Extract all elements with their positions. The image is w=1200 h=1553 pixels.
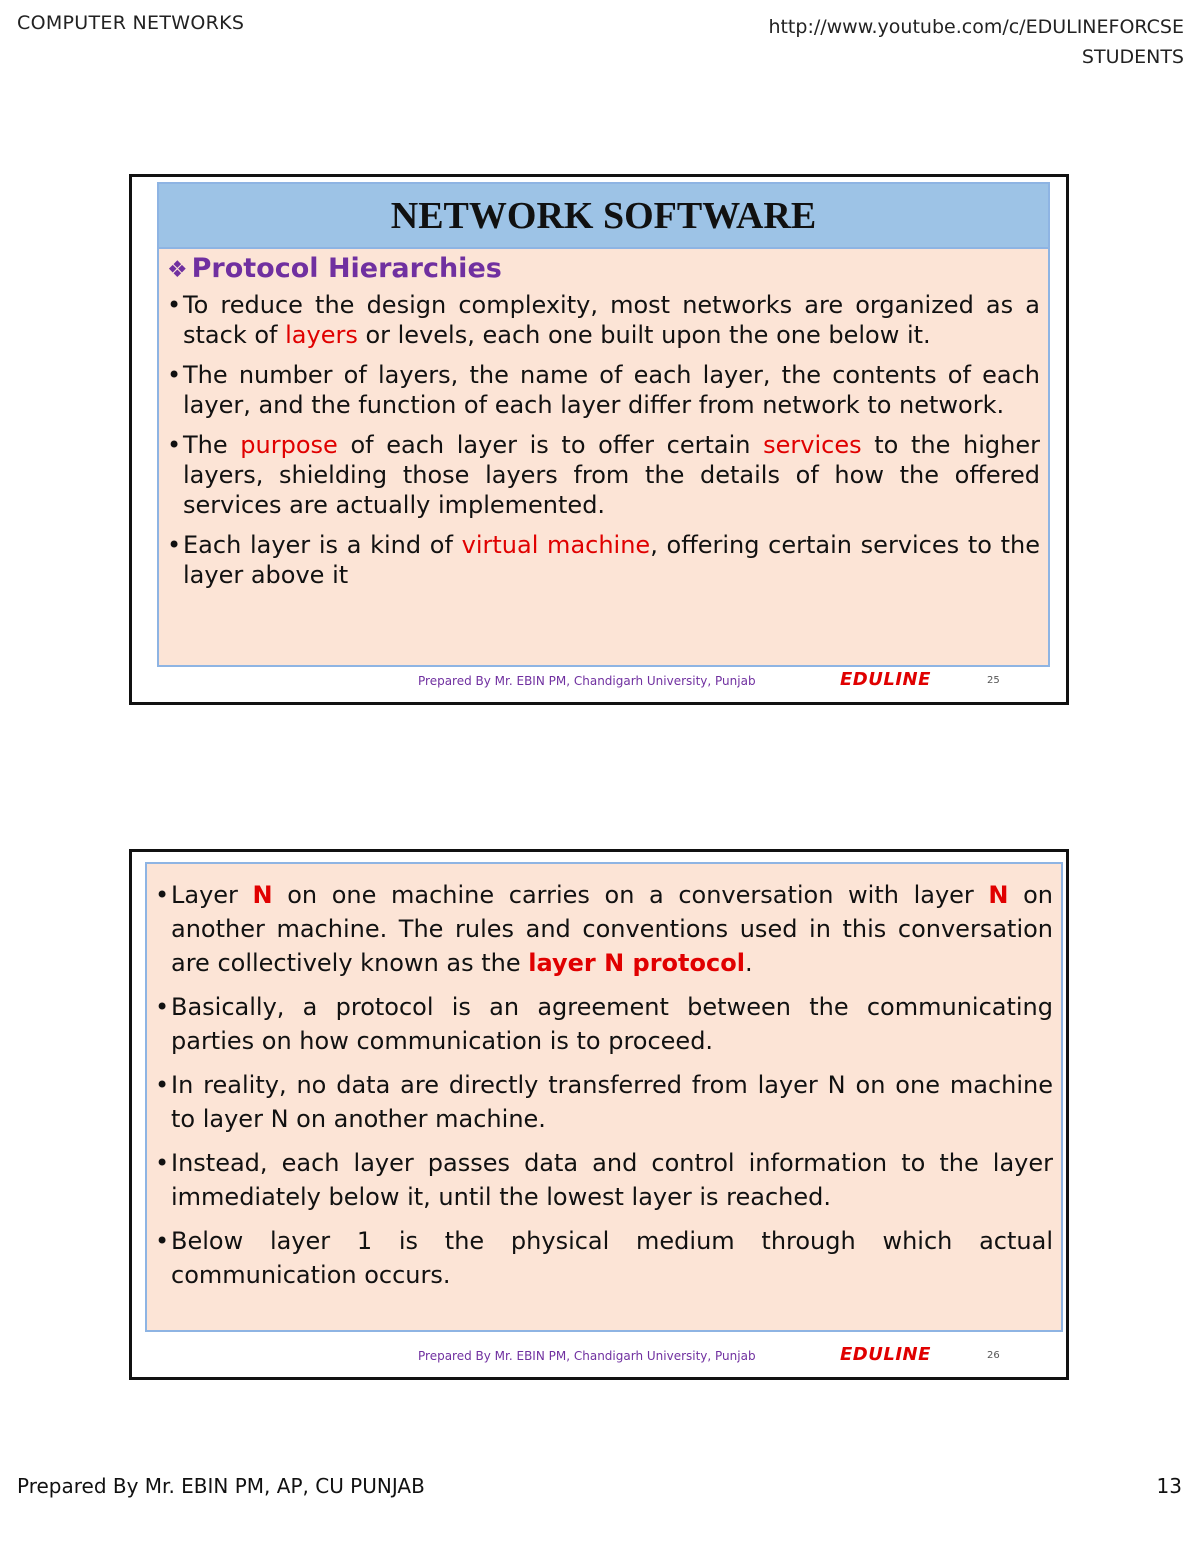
list-item: • To reduce the design complexity, most networks are organized as a stack of layers or levels, each one built upon the one below it.: [167, 291, 1040, 349]
list-item: • Instead, each layer passes data and control information to the layer immediately below it, until the lowest layer is reached.: [155, 1146, 1053, 1214]
header-url-line2: STUDENTS: [1081, 46, 1184, 68]
document-header-title: COMPUTER NETWORKS: [17, 12, 245, 34]
bullet-icon: •: [167, 531, 182, 559]
highlight-text: purpose: [240, 431, 338, 459]
slide-footer: [132, 1346, 1066, 1370]
highlight-text: N: [988, 881, 1009, 909]
highlight-text: layer N protocol: [528, 949, 745, 977]
slide-25: [129, 174, 1069, 705]
document-page-number: 13: [1156, 1474, 1182, 1498]
slide-number: 25: [987, 675, 1000, 686]
bullet-icon: •: [167, 291, 182, 319]
diamond-bullet-icon: ❖: [167, 257, 188, 283]
slide-subheading: [167, 253, 1048, 284]
bullet-icon: •: [155, 1149, 170, 1177]
bullet-icon: •: [155, 1227, 170, 1255]
bullet-icon: •: [167, 431, 182, 459]
list-item: • Each layer is a kind of virtual machine, offering certain services to the layer above it: [167, 531, 1041, 589]
bullet-icon: •: [155, 993, 170, 1021]
highlight-text: virtual machine: [461, 531, 651, 559]
document-header-url: [768, 12, 1184, 72]
list-item: • In reality, no data are directly transferred from layer N on one machine to layer N on another machine.: [155, 1068, 1053, 1136]
eduline-logo: EDULINE: [840, 1344, 931, 1365]
list-item: • The purpose of each layer is to offer certain services to the higher layers, shielding those layers from the details of how the offered services are actually implemented.: [167, 431, 1041, 519]
slide-content-box: [157, 182, 1050, 667]
header-url-line1: http://www.youtube.com/c/EDULINEFORCSE: [768, 16, 1184, 38]
bullet-icon: •: [167, 361, 182, 389]
list-item: • Below layer 1 is the physical medium through which actual communication occurs.: [155, 1224, 1053, 1292]
slide-title: NETWORK SOFTWARE: [159, 184, 1048, 249]
list-item: • The number of layers, the name of each layer, the contents of each layer, and the function of each layer differ from network to network.: [167, 361, 1040, 419]
highlight-text: services: [763, 431, 862, 459]
bullet-icon: •: [155, 881, 170, 909]
slide-credit: Prepared By Mr. EBIN PM, Chandigarh University, Punjab: [418, 1349, 756, 1363]
document-footer-author: Prepared By Mr. EBIN PM, AP, CU PUNJAB: [17, 1474, 425, 1498]
highlight-text: N: [252, 881, 273, 909]
bullet-list: [167, 290, 1040, 590]
list-item: • Layer N on one machine carries on a conversation with layer N on another machine. The rules and conventions used in this conversation are collectively known as the layer N protocol.: [155, 878, 1053, 980]
subheading-text: Protocol Hierarchies: [191, 253, 502, 284]
slide-number: 26: [987, 1350, 1000, 1361]
eduline-logo: EDULINE: [840, 669, 931, 690]
slide-credit: Prepared By Mr. EBIN PM, Chandigarh University, Punjab: [418, 674, 756, 688]
highlight-text: layers: [285, 321, 358, 349]
bullet-list: [155, 878, 1053, 1292]
bullet-icon: •: [155, 1071, 170, 1099]
slide-26: [129, 849, 1069, 1380]
list-item: • Basically, a protocol is an agreement between the communicating parties on how communication is to proceed.: [155, 990, 1053, 1058]
slide-content-box: [145, 862, 1063, 1332]
slide-footer: [132, 671, 1066, 695]
